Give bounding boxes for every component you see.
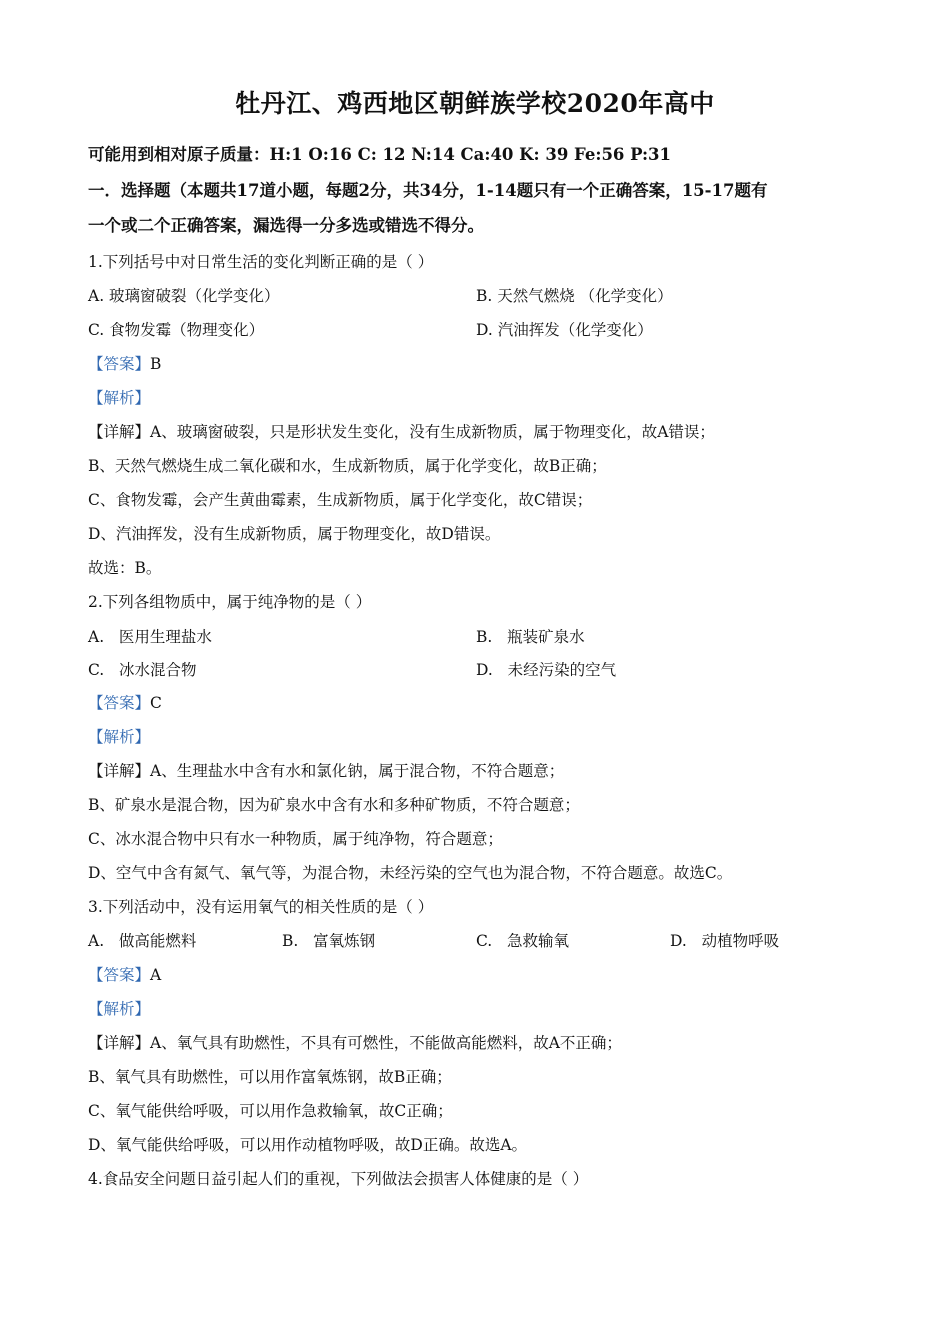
q2-option-c: C. 冰水混合物	[88, 661, 197, 679]
q3-option-b: B. 富氧炼钢	[282, 932, 376, 950]
q1-option-d: D. 汽油挥发（化学变化）	[476, 321, 653, 339]
q1-detail-text-1: A、玻璃窗破裂，只是形状发生变化，没有生成新物质，属于物理变化，故A错误；	[150, 423, 715, 441]
q3-answer-value: A	[150, 966, 162, 984]
q1-answer	[88, 354, 161, 374]
q3-analysis	[88, 999, 150, 1019]
document-title: 牡丹江、鸡西地区朝鲜族学校2020年高中	[235, 89, 715, 118]
detail-tag: 【详解】	[88, 762, 151, 780]
q2-option-b: B. 瓶装矿泉水	[476, 628, 585, 646]
analysis-tag: 【解析】	[88, 728, 151, 746]
q1-option-a: A. 玻璃窗破裂（化学变化）	[88, 287, 280, 305]
answer-tag: 【答案】	[88, 355, 151, 373]
q3-answer	[88, 965, 161, 985]
q2-detail-1	[88, 761, 564, 781]
analysis-tag: 【解析】	[88, 389, 151, 407]
q1-answer-value: B	[150, 355, 162, 373]
q1-option-b: B. 天然气燃烧 （化学变化）	[476, 287, 673, 305]
q1-analysis	[88, 388, 150, 408]
q2-detail-4: D、空气中含有氮气、氧气等，为混合物，未经污染的空气也为混合物，不符合题意。故选C。	[88, 864, 733, 882]
atomic-masses: 可能用到相对原子质量：H:1 O:16 C: 12 N:14 Ca:40 K: 39 Fe:56 P:31	[88, 145, 672, 164]
q3-detail-3: C、氧气能供给呼吸，可以用作急救输氧，故C正确；	[88, 1102, 453, 1120]
q1-stem: 1.下列括号中对日常生活的变化判断正确的是（ ）	[88, 253, 434, 271]
q3-option-d: D. 动植物呼吸	[670, 932, 780, 950]
q2-analysis	[88, 727, 150, 747]
q1-detail-5: 故选：B。	[88, 559, 162, 577]
q3-stem: 3.下列活动中，没有运用氧气的相关性质的是（ ）	[88, 898, 434, 916]
section-heading-line1: 一．选择题（本题共17道小题，每题2分，共34分，1-14题只有一个正确答案，15-17题有	[88, 181, 768, 200]
q3-option-c: C. 急救输氧	[476, 932, 570, 950]
section-heading-line2: 一个或二个正确答案，漏选得一分多选或错选不得分。	[88, 216, 484, 235]
q2-answer	[88, 693, 162, 713]
q3-detail-4: D、氧气能供给呼吸，可以用作动植物呼吸，故D正确。故选A。	[88, 1136, 528, 1154]
q3-detail-1	[88, 1033, 622, 1053]
analysis-tag: 【解析】	[88, 1000, 151, 1018]
q2-stem: 2.下列各组物质中，属于纯净物的是（ ）	[88, 593, 372, 611]
detail-tag: 【详解】	[88, 423, 151, 441]
detail-tag: 【详解】	[88, 1034, 151, 1052]
answer-tag: 【答案】	[88, 966, 151, 984]
q3-detail-2: B、氧气具有助燃性，可以用作富氧炼钢，故B正确；	[88, 1068, 452, 1086]
q3-detail-text-1: A、氧气具有助燃性，不具有可燃性，不能做高能燃料，故A不正确；	[150, 1034, 622, 1052]
q1-detail-1	[88, 422, 715, 442]
q2-option-d: D. 未经污染的空气	[476, 661, 617, 679]
q3-option-a: A. 做高能燃料	[88, 932, 197, 950]
answer-tag: 【答案】	[88, 694, 151, 712]
q1-detail-3: C、食物发霉，会产生黄曲霉素，生成新物质，属于化学变化，故C错误；	[88, 491, 593, 509]
q2-detail-2: B、矿泉水是混合物，因为矿泉水中含有水和多种矿物质，不符合题意；	[88, 796, 580, 814]
q2-answer-value: C	[150, 694, 162, 712]
q2-option-a: A. 医用生理盐水	[88, 628, 212, 646]
q1-detail-4: D、汽油挥发，没有生成新物质，属于物理变化，故D错误。	[88, 525, 501, 543]
q2-detail-3: C、冰水混合物中只有水一种物质，属于纯净物，符合题意；	[88, 830, 503, 848]
q1-detail-2: B、天然气燃烧生成二氧化碳和水，生成新物质，属于化学变化，故B正确；	[88, 457, 607, 475]
q1-option-c: C. 食物发霉（物理变化）	[88, 321, 265, 339]
q4-stem: 4.食品安全问题日益引起人们的重视，下列做法会损害人体健康的是（ ）	[88, 1170, 589, 1188]
q2-detail-text-1: A、生理盐水中含有水和氯化钠，属于混合物，不符合题意；	[150, 762, 565, 780]
